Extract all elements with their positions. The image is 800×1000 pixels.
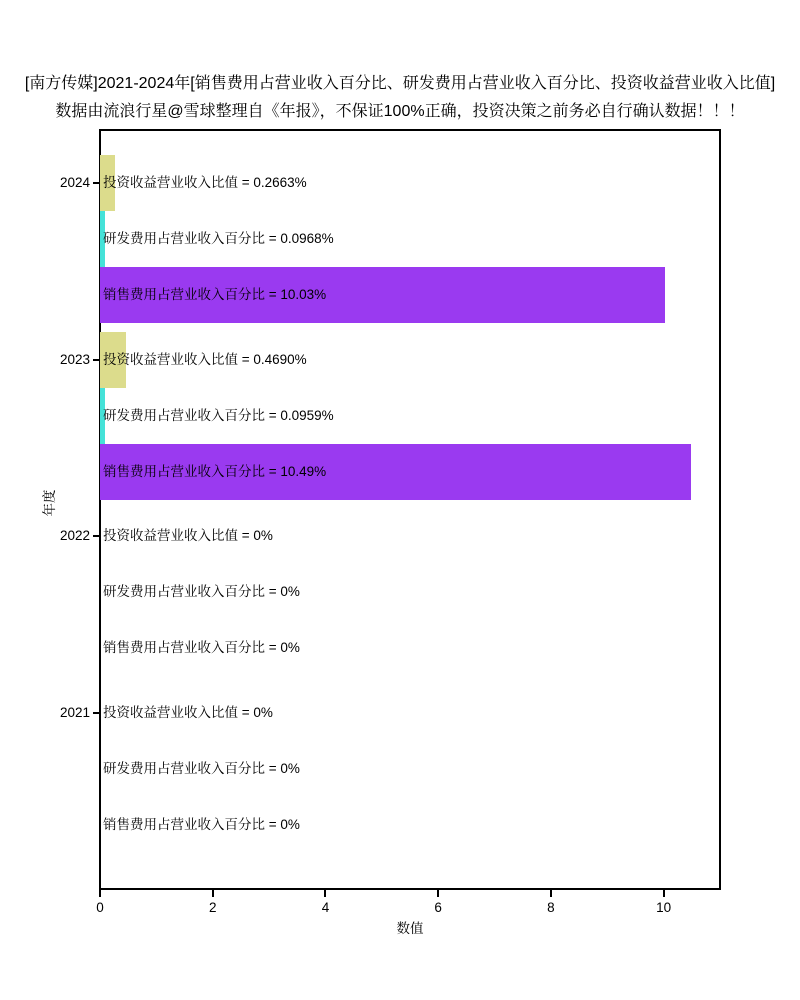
y-tick-mark xyxy=(93,359,100,361)
bar-value-label: 研发费用占营业收入百分比 = 0% xyxy=(103,584,300,600)
bar-value-label: 销售费用占营业收入百分比 = 0% xyxy=(103,640,300,656)
x-tick-mark xyxy=(324,890,326,897)
y-tick-mark xyxy=(93,535,100,537)
chart-title-line2: 数据由流浪行星@雪球整理自《年报》，不保证100%正确，投资决策之前务必自行确认数据！！！ xyxy=(55,103,745,120)
y-tick-mark xyxy=(93,182,100,184)
x-tick-mark xyxy=(212,890,214,897)
x-tick-mark xyxy=(437,890,439,897)
y-tick-label: 2023 xyxy=(59,351,90,367)
bar-value-label: 销售费用占营业收入百分比 = 0% xyxy=(103,817,300,833)
chart-title-line1: [南方传媒]2021-2024年[销售费用占营业收入百分比、研发费用占营业收入百分比、投资收益营业收入比值] xyxy=(24,75,776,92)
bar-value-label: 研发费用占营业收入百分比 = 0% xyxy=(103,761,300,777)
chart-title xyxy=(0,70,800,126)
x-tick-label: 0 xyxy=(96,900,104,915)
plot-area xyxy=(100,130,720,888)
bar-value-label: 销售费用占营业收入百分比 = 10.03% xyxy=(103,287,327,302)
x-tick-mark xyxy=(663,890,665,897)
y-tick-mark xyxy=(93,712,100,714)
bar-value-label: 投资收益营业收入比值 = 0.4690% xyxy=(103,351,307,367)
x-tick-label: 10 xyxy=(656,900,672,915)
bar-value-label: 投资收益营业收入比值 = 0% xyxy=(103,528,273,544)
x-tick-mark xyxy=(99,890,101,897)
x-tick-label: 8 xyxy=(547,900,555,915)
x-tick-label: 6 xyxy=(434,900,442,915)
bar-value-label: 研发费用占营业收入百分比 = 0.0968% xyxy=(103,231,334,246)
bar-value-label: 销售费用占营业收入百分比 = 10.49% xyxy=(103,463,327,479)
y-axis-label: 年度 xyxy=(42,489,57,517)
x-axis-line xyxy=(99,888,721,890)
x-tick-label: 4 xyxy=(321,900,330,915)
bar-value-label: 研发费用占营业收入百分比 = 0.0959% xyxy=(103,407,334,423)
x-tick-mark xyxy=(550,890,552,897)
bar-value-label: 投资收益营业收入比值 = 0.2663% xyxy=(103,175,307,190)
y-tick-label: 2021 xyxy=(59,705,90,721)
x-axis-label: 数值 xyxy=(396,921,424,936)
y-tick-label: 2022 xyxy=(59,528,90,544)
y-tick-label: 2024 xyxy=(59,175,90,190)
x-tick-label: 2 xyxy=(208,900,217,915)
bar-value-label: 投资收益营业收入比值 = 0% xyxy=(103,705,273,721)
